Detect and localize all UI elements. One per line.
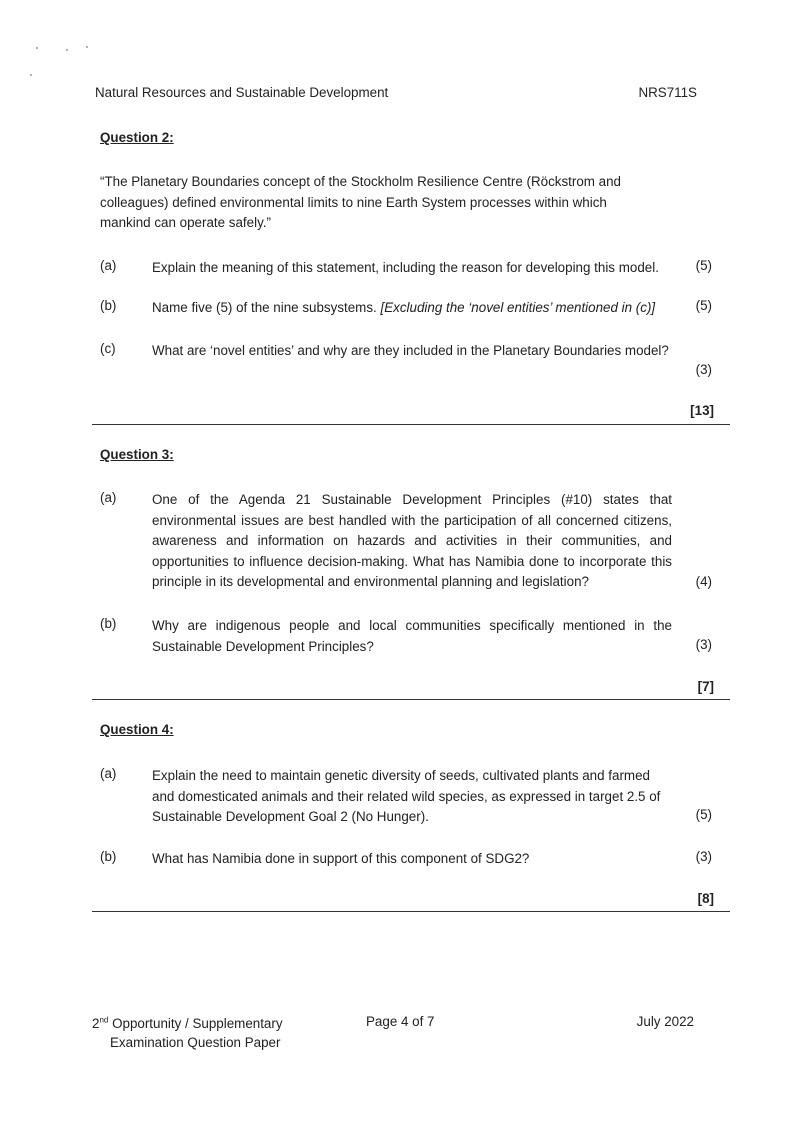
q3b-label: (b) <box>100 616 117 631</box>
q2a-text: Explain the meaning of this statement, including the reason for developing this model. <box>152 260 659 275</box>
q3-total-marks: [7] <box>697 679 714 694</box>
q3b-marks: (3) <box>695 637 712 652</box>
page-number: Page 4 of 7 <box>366 1014 435 1029</box>
footer-exam-type <box>92 1014 283 1052</box>
footer-line-1-rest: Opportunity / Supplementary <box>108 1016 283 1031</box>
q4b-text: What has Namibia done in support of this component of SDG2? <box>152 851 530 866</box>
q2a-marks: (5) <box>695 258 712 273</box>
q2c-label: (c) <box>100 341 116 356</box>
q2a-label: (a) <box>100 258 117 273</box>
question-4-title: Question 4: <box>100 722 174 737</box>
course-title: Natural Resources and Sustainable Development <box>95 85 389 100</box>
q4a-marks: (5) <box>695 807 712 822</box>
q2c-marks: (3) <box>695 362 712 377</box>
q3-divider <box>92 699 730 700</box>
footer-line-1 <box>92 1014 283 1033</box>
question-2-statement: “The Planetary Boundaries concept of the Stockholm Resilience Centre (Röckstrom and colleagues) defined environmental limits to nine Earth System processes within which mankind can operate safely.” <box>100 174 621 230</box>
course-code: NRS711S <box>638 85 697 100</box>
q3a-label: (a) <box>100 490 117 505</box>
exam-date: July 2022 <box>636 1014 694 1029</box>
q2b-marks: (5) <box>695 298 712 313</box>
q4b-label: (b) <box>100 849 117 864</box>
q2b-text <box>152 298 682 319</box>
scan-speck <box>66 49 68 51</box>
q3b-text: Why are indigenous people and local communities specifically mentioned in the Sustainable Development Principles? <box>152 618 672 654</box>
q2b-label: (b) <box>100 298 117 313</box>
scan-speck <box>86 46 88 48</box>
q2b-question: Name five (5) of the nine subsystems. <box>152 300 381 315</box>
q2c-text: What are ‘novel entities’ and why are they included in the Planetary Boundaries model? <box>152 343 669 358</box>
question-2-title: Question 2: <box>100 130 174 145</box>
footer-line-2: Examination Question Paper <box>110 1035 281 1050</box>
q4-total-marks: [8] <box>697 891 714 906</box>
q4a-label: (a) <box>100 766 117 781</box>
question-3-title: Question 3: <box>100 447 174 462</box>
q3a-text: One of the Agenda 21 Sustainable Development Principles (#10) states that environmental issues are best handled with the participation of all concerned citizens, awareness and information on hazards and activities in their communities, and opportunities to influence decision-making. What has Namibia done to incorporate this principle in its developmental and environmental planning and legislation? <box>152 492 672 589</box>
scan-speck <box>30 74 32 76</box>
q2-divider <box>92 424 730 425</box>
q2b-note: [Excluding the ‘novel entities’ mentioned in (c)] <box>380 300 656 315</box>
footer-ordinal-suffix: nd <box>99 1015 109 1025</box>
q3a-marks: (4) <box>695 574 712 589</box>
footer-ordinal-number: 2 <box>92 1016 100 1031</box>
q4b-marks: (3) <box>695 849 712 864</box>
scan-speck <box>36 47 38 49</box>
q2-total-marks: [13] <box>690 403 714 418</box>
q4-divider <box>92 911 730 912</box>
q4a-text: Explain the need to maintain genetic diversity of seeds, cultivated plants and farmed and domesticated animals and their related wild species, as expressed in target 2.5 of Sustainable Development Goal 2 (No Hunger). <box>152 768 661 824</box>
